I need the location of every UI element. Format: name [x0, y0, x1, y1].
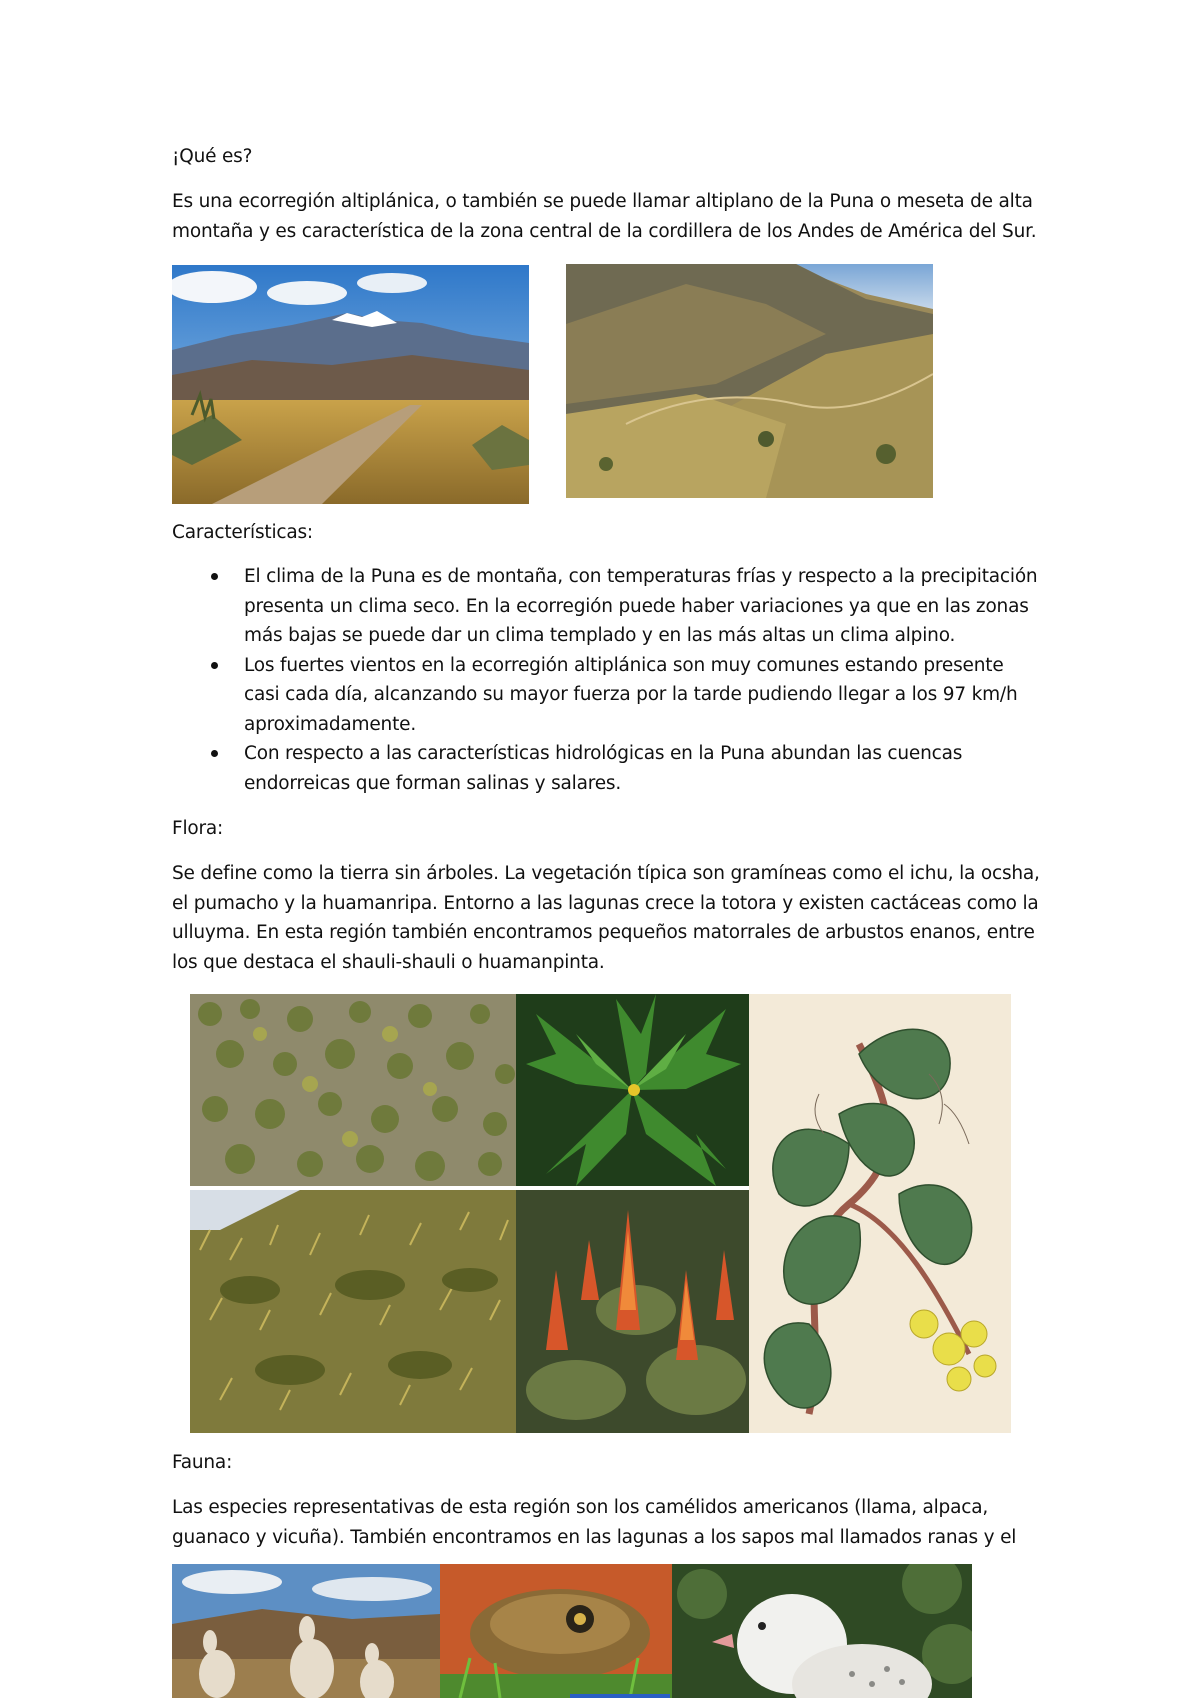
characteristics-heading: Características:: [172, 522, 313, 543]
ichu-grassland-photo: [190, 1190, 516, 1433]
what-text-line: montaña y es característica de la zona central de la cordillera de los Andes de América del Sur.: [172, 221, 1037, 242]
list-item: Los fuertes vientos en la ecorregión altiplánica son muy comunes estando presente: [172, 651, 1037, 681]
list-item-continuation: casi cada día, alcanzando su mayor fuerza por la tarde pudiendo llegar a los 97 km/h: [244, 684, 1018, 705]
alpacas-photo: [172, 1564, 440, 1698]
bullet-icon: [211, 750, 218, 757]
fauna-text-line: Las especies representativas de esta región son los camélidos americanos (llama, alpaca,: [172, 1497, 989, 1518]
botanical-illustration: [749, 994, 1011, 1433]
green-leaves-photo: [516, 994, 749, 1186]
andean-valley-photo: [566, 264, 933, 498]
red-flower-plant-photo: [516, 1190, 749, 1433]
what-text-line: Es una ecorregión altiplánica, o también se puede llamar altiplano de la Puna o meseta de alta: [172, 191, 1033, 212]
fauna-heading: Fauna:: [172, 1452, 233, 1473]
list-item: El clima de la Puna es de montaña, con temperaturas frías y respecto a la precipitación: [172, 562, 1037, 592]
flora-text-line: el pumacho y la huamanripa. Entorno a las lagunas crece la totora y existen cactáceas como la: [172, 893, 1039, 914]
what-heading: ¡Qué es?: [172, 146, 253, 167]
characteristics-list: [172, 562, 1037, 798]
dry-shrubland-photo: [190, 994, 516, 1186]
list-item-continuation: aproximadamente.: [244, 713, 416, 735]
bullet-icon: [211, 662, 218, 669]
flora-text-line: ulluyma. En esta región también encontramos pequeños matorrales de arbustos enanos, entre: [172, 922, 1035, 943]
list-item-continuation: endorreicas que forman salinas y salares.: [244, 772, 622, 794]
flora-heading: Flora:: [172, 818, 224, 839]
list-item-continuation: más bajas se puede dar un clima templado y en las más altas un clima alpino.: [244, 625, 956, 646]
fauna-text-line: guanaco y vicuña). También encontramos en las lagunas a los sapos mal llamados ranas y el: [172, 1527, 1017, 1548]
list-item: Con respecto a las características hidrológicas en la Puna abundan las cuencas: [172, 739, 1037, 769]
flora-text-line: Se define como la tierra sin árboles. La vegetación típica son gramíneas como el ichu, la ocsha,: [172, 863, 1040, 884]
list-item-continuation: presenta un clima seco. En la ecorregión puede haber variaciones ya que en las zonas: [244, 595, 1029, 617]
toad-photo: [440, 1564, 672, 1698]
white-goose-photo: [672, 1564, 972, 1698]
bullet-icon: [211, 573, 218, 580]
mountain-road-landscape-photo: [172, 265, 529, 504]
flora-text-line: los que destaca el shauli-shauli o huamanpinta.: [172, 952, 605, 973]
